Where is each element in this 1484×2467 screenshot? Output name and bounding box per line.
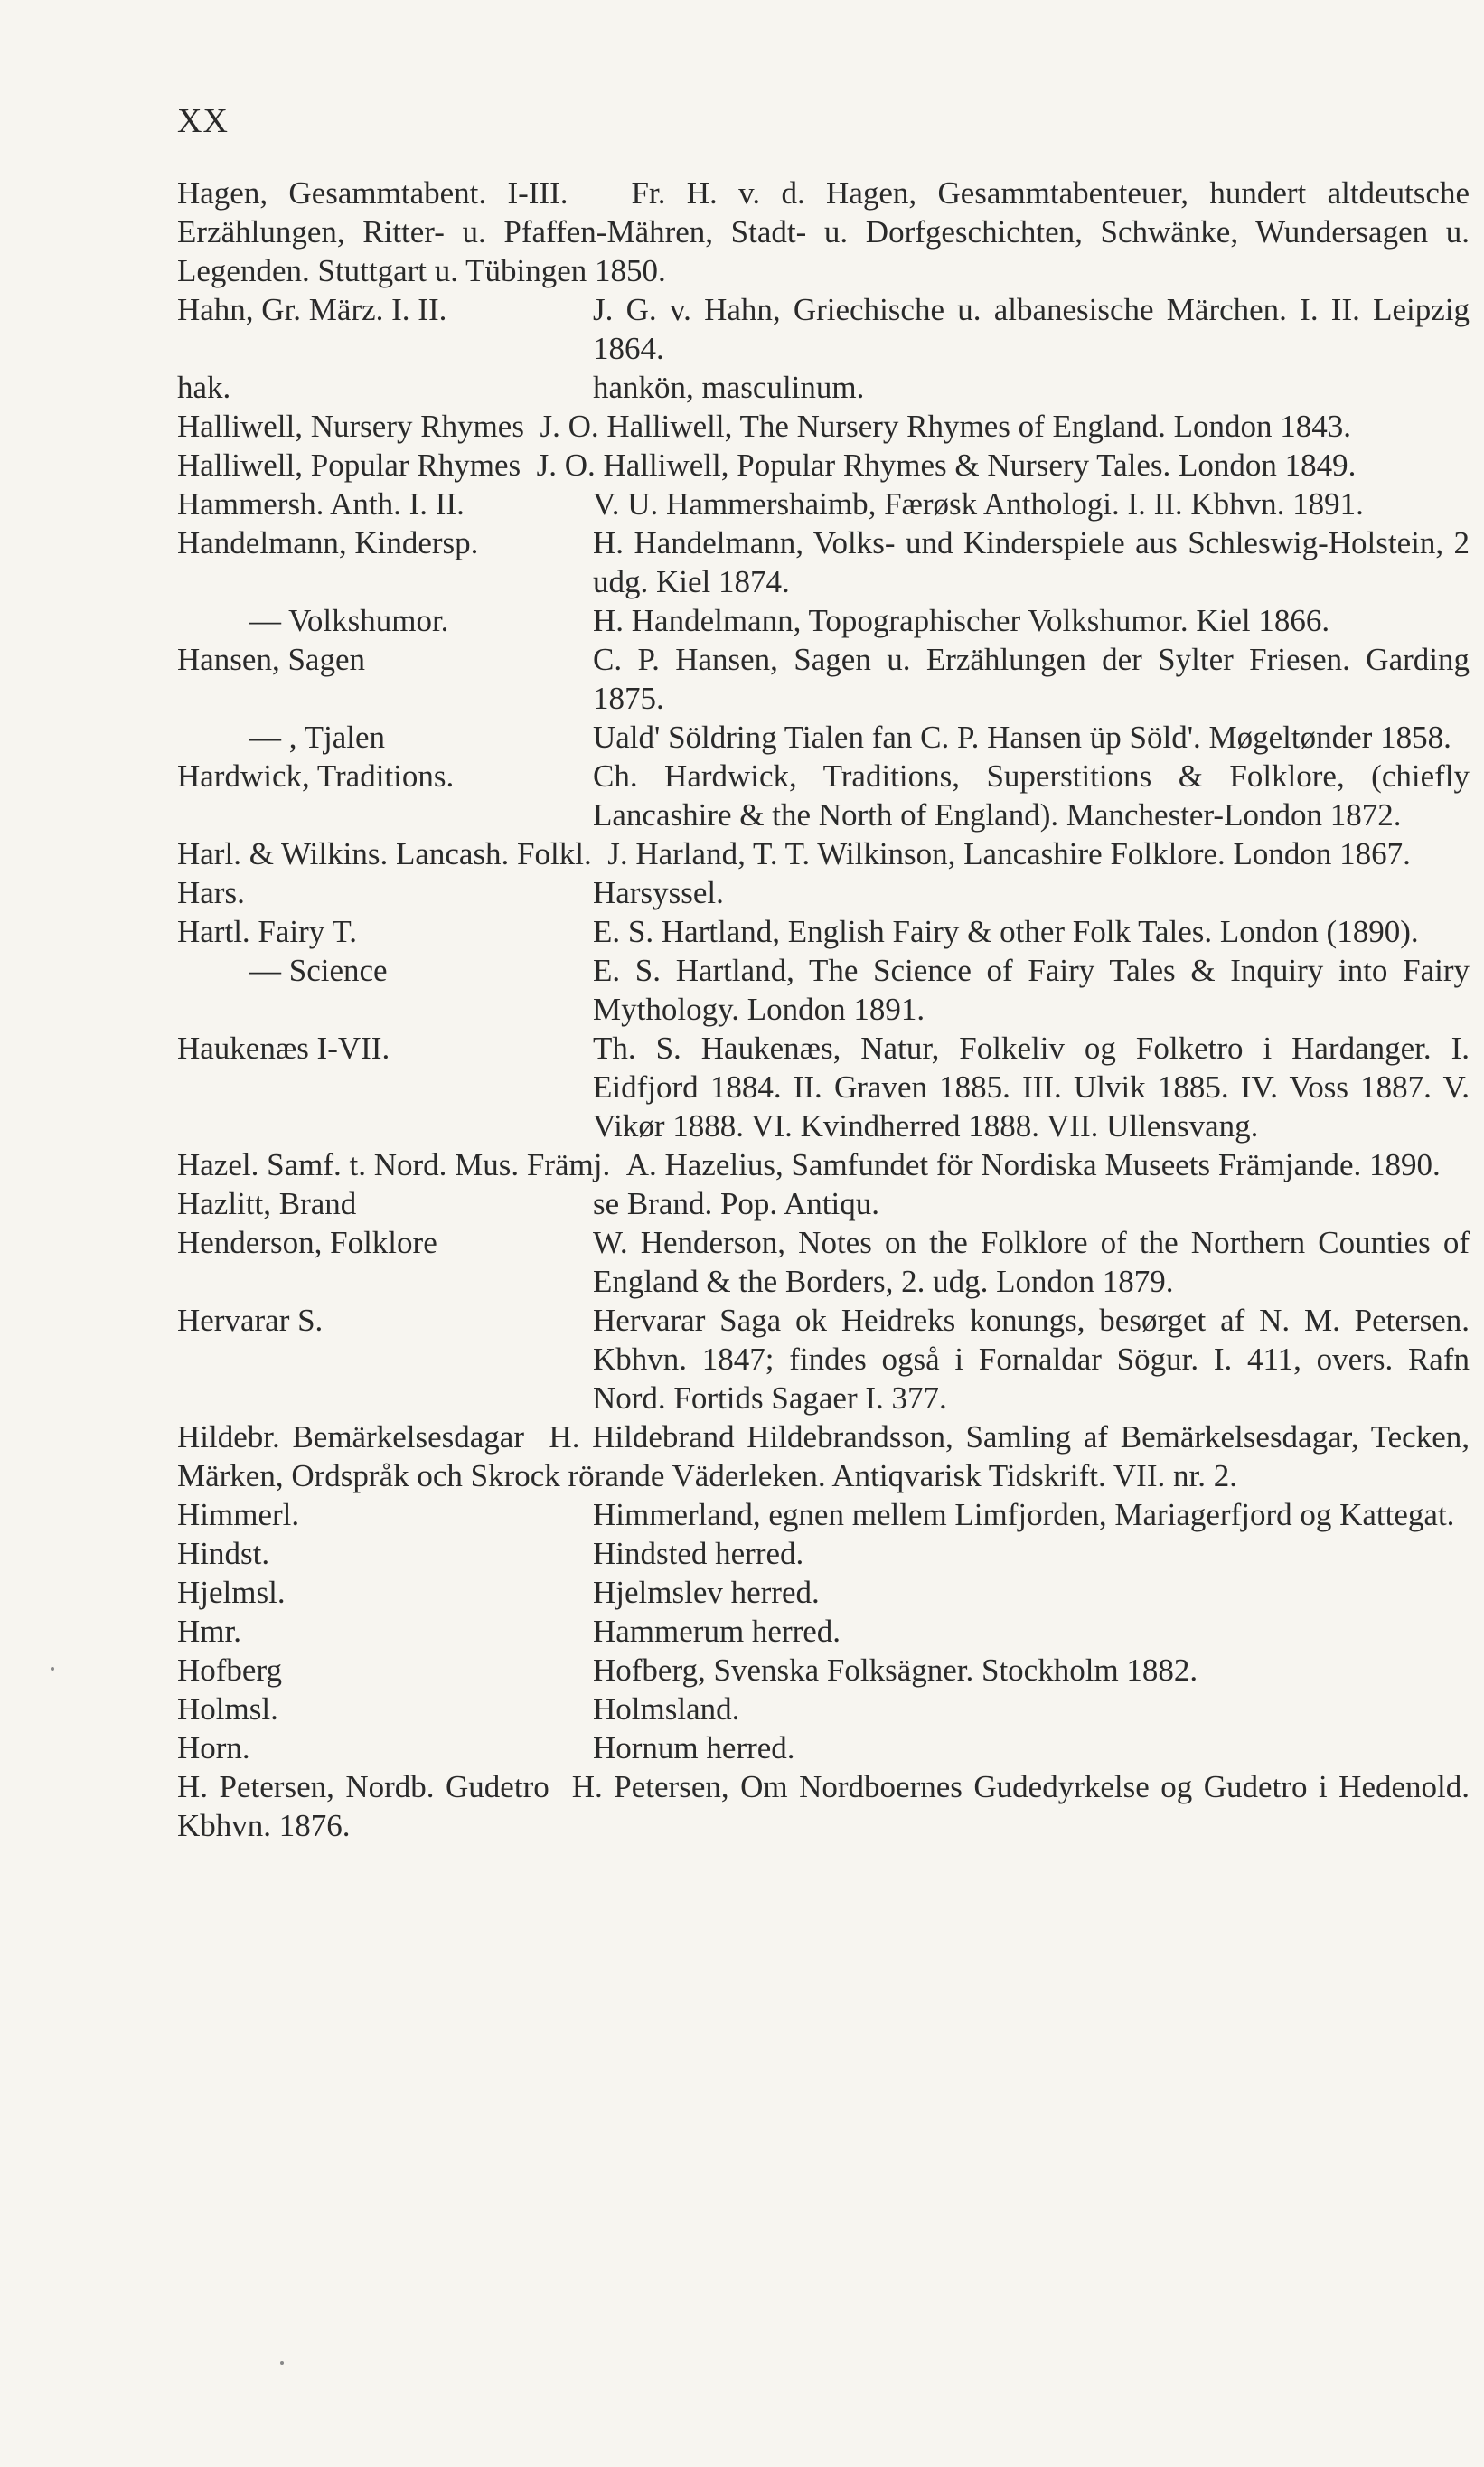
list-item bbox=[177, 912, 1470, 951]
entry-description: W. Henderson, Notes on the Folklore of the Northern Counties of England & the Borders, 2. udg. London 1879. bbox=[593, 1225, 1470, 1299]
list-item bbox=[177, 1417, 1470, 1495]
entry-key: — Science bbox=[249, 953, 388, 988]
list-item bbox=[177, 1223, 1470, 1301]
entry-description: H. Handelmann, Topographischer Volkshumor. Kiel 1866. bbox=[593, 603, 1330, 638]
entry-key: Hansen, Sagen bbox=[177, 642, 366, 677]
entry-key: Hmr. bbox=[177, 1614, 241, 1649]
entry-key: Hildebr. Bemärkelsesdagar bbox=[177, 1419, 524, 1455]
list-item bbox=[177, 174, 1470, 290]
paper-speck bbox=[51, 1667, 54, 1671]
list-item bbox=[177, 1029, 1470, 1145]
list-item bbox=[177, 873, 1470, 912]
entry-description: A. Hazelius, Samfundet för Nordiska Museets Främjande. 1890. bbox=[625, 1147, 1441, 1182]
entry-description: H. Handelmann, Volks- und Kinderspiele aus Schleswig-Holstein, 2 udg. Kiel 1874. bbox=[593, 525, 1470, 599]
list-item bbox=[177, 1612, 1470, 1651]
list-item bbox=[177, 1495, 1470, 1534]
list-item bbox=[177, 757, 1470, 834]
list-item bbox=[177, 485, 1470, 523]
entry-key: hak. bbox=[177, 370, 231, 405]
entry-description: J. Harland, T. T. Wilkinson, Lancashire Folklore. London 1867. bbox=[607, 836, 1411, 871]
list-item bbox=[177, 1728, 1470, 1767]
entry-description: hankön, masculinum. bbox=[593, 370, 865, 405]
entry-key: Hjelmsl. bbox=[177, 1575, 286, 1610]
entry-key: Hammersh. Anth. I. II. bbox=[177, 486, 465, 522]
entry-description: J. O. Halliwell, Popular Rhymes & Nursery Tales. London 1849. bbox=[536, 447, 1357, 483]
entry-key: Hazel. Samf. t. Nord. Mus. Främj. bbox=[177, 1147, 611, 1182]
entry-description: E. S. Hartland, The Science of Fairy Tales & Inquiry into Fairy Mythology. London 1891. bbox=[593, 953, 1470, 1027]
entry-key: — Volkshumor. bbox=[249, 603, 449, 638]
entry-description: J. O. Halliwell, The Nursery Rhymes of England. London 1843. bbox=[540, 409, 1352, 444]
entry-key: Hagen, Gesammtabent. I-III. bbox=[177, 175, 568, 211]
entry-description: Hornum herred. bbox=[593, 1730, 795, 1766]
list-item bbox=[177, 1145, 1470, 1184]
entry-description: Ch. Hardwick, Traditions, Superstitions & Folklore, (chiefly Lancashire & the North of England). Manchester-London 1872. bbox=[593, 758, 1470, 833]
abbreviation-list bbox=[177, 174, 1470, 1845]
page-number: XX bbox=[177, 102, 229, 140]
entry-key: Hartl. Fairy T. bbox=[177, 914, 357, 949]
list-item bbox=[177, 407, 1470, 446]
list-item bbox=[177, 640, 1470, 718]
entry-description: Fr. H. v. d. Hagen, Gesammtabenteuer, hundert altdeutsche Erzählungen, Ritter- u. Pfaffen-Mähren, Stadt- u. Dorfgeschichten, Schwänke, Wundersagen u. Legenden. Stuttgart u. Tübingen 1850. bbox=[177, 175, 1470, 288]
entry-description: Hindsted herred. bbox=[593, 1536, 804, 1571]
entry-key: Hervarar S. bbox=[177, 1303, 324, 1338]
entry-key: Himmerl. bbox=[177, 1497, 300, 1532]
list-item bbox=[177, 523, 1470, 601]
entry-description: E. S. Hartland, English Fairy & other Folk Tales. London (1890). bbox=[593, 914, 1419, 949]
entry-key: Henderson, Folklore bbox=[177, 1225, 437, 1260]
entry-key: Hars. bbox=[177, 875, 245, 910]
entry-description: H. Hildebrand Hildebrandsson, Samling af Bemärkelsesdagar, Tecken, Märken, Ordspråk och Skrock rörande Väderleken. Antiqvarisk Tidskrift. VII. nr. 2. bbox=[177, 1419, 1470, 1493]
entry-description: se Brand. Pop. Antiqu. bbox=[593, 1186, 879, 1221]
entry-key: Halliwell, Popular Rhymes bbox=[177, 447, 521, 483]
list-item bbox=[177, 1690, 1470, 1728]
list-item bbox=[177, 1573, 1470, 1612]
entry-key: Handelmann, Kindersp. bbox=[177, 525, 479, 560]
entry-key: H. Petersen, Nordb. Gudetro bbox=[177, 1769, 549, 1804]
entry-key: Hahn, Gr. März. I. II. bbox=[177, 292, 447, 327]
list-item bbox=[177, 446, 1470, 485]
entry-key: Hindst. bbox=[177, 1536, 270, 1571]
entry-key: Halliwell, Nursery Rhymes bbox=[177, 409, 524, 444]
list-item bbox=[177, 718, 1470, 757]
entry-description: Hofberg, Svenska Folksägner. Stockholm 1882. bbox=[593, 1653, 1198, 1688]
list-item bbox=[177, 1184, 1470, 1223]
list-item bbox=[177, 1767, 1470, 1845]
entry-description: Harsyssel. bbox=[593, 875, 724, 910]
list-item bbox=[177, 1301, 1470, 1417]
entry-key: Holmsl. bbox=[177, 1691, 278, 1727]
entry-key: Hardwick, Traditions. bbox=[177, 758, 455, 794]
entry-description: Hjelmslev herred. bbox=[593, 1575, 820, 1610]
entry-key: — , Tjalen bbox=[249, 720, 386, 755]
entry-description: Holmsland. bbox=[593, 1691, 740, 1727]
entry-description: Uald' Söldring Tialen fan C. P. Hansen üp Söld'. Møgeltønder 1858. bbox=[593, 720, 1451, 755]
paper-speck bbox=[280, 2361, 284, 2365]
list-item bbox=[177, 1534, 1470, 1573]
list-item bbox=[177, 601, 1470, 640]
list-item bbox=[177, 1651, 1470, 1690]
entry-key: Haukenæs I-VII. bbox=[177, 1031, 390, 1066]
entry-key: Hofberg bbox=[177, 1653, 282, 1688]
list-item bbox=[177, 834, 1470, 873]
entry-description: V. U. Hammershaimb, Færøsk Anthologi. I. II. Kbhvn. 1891. bbox=[593, 486, 1364, 522]
entry-description: Hammerum herred. bbox=[593, 1614, 841, 1649]
entry-key: Harl. & Wilkins. Lancash. Folkl. bbox=[177, 836, 592, 871]
entry-description: C. P. Hansen, Sagen u. Erzählungen der Sylter Friesen. Garding 1875. bbox=[593, 642, 1470, 716]
entry-description: Himmerland, egnen mellem Limfjorden, Mariagerfjord og Kattegat. bbox=[593, 1497, 1455, 1532]
list-item bbox=[177, 951, 1470, 1029]
list-item bbox=[177, 290, 1470, 368]
entry-key: Hazlitt, Brand bbox=[177, 1186, 357, 1221]
list-item bbox=[177, 368, 1470, 407]
entry-description: Hervarar Saga ok Heidreks konungs, besørget af N. M. Petersen. Kbhvn. 1847; findes også i Fornaldar Sögur. I. 411, overs. Rafn Nord. Fortids Sagaer I. 377. bbox=[593, 1303, 1470, 1416]
entry-key: Horn. bbox=[177, 1730, 250, 1766]
entry-description: H. Petersen, Om Nordboernes Gudedyrkelse og Gudetro i Hedenold. Kbhvn. 1876. bbox=[177, 1769, 1470, 1843]
entry-description: Th. S. Haukenæs, Natur, Folkeliv og Folketro i Hardanger. I. Eidfjord 1884. II. Graven 1885. III. Ulvik 1885. IV. Voss 1887. V. Vikør 1888. VI. Kvindherred 1888. VII. Ullensvang. bbox=[593, 1031, 1470, 1144]
entry-description: J. G. v. Hahn, Griechische u. albanesische Märchen. I. II. Leipzig 1864. bbox=[593, 292, 1470, 366]
